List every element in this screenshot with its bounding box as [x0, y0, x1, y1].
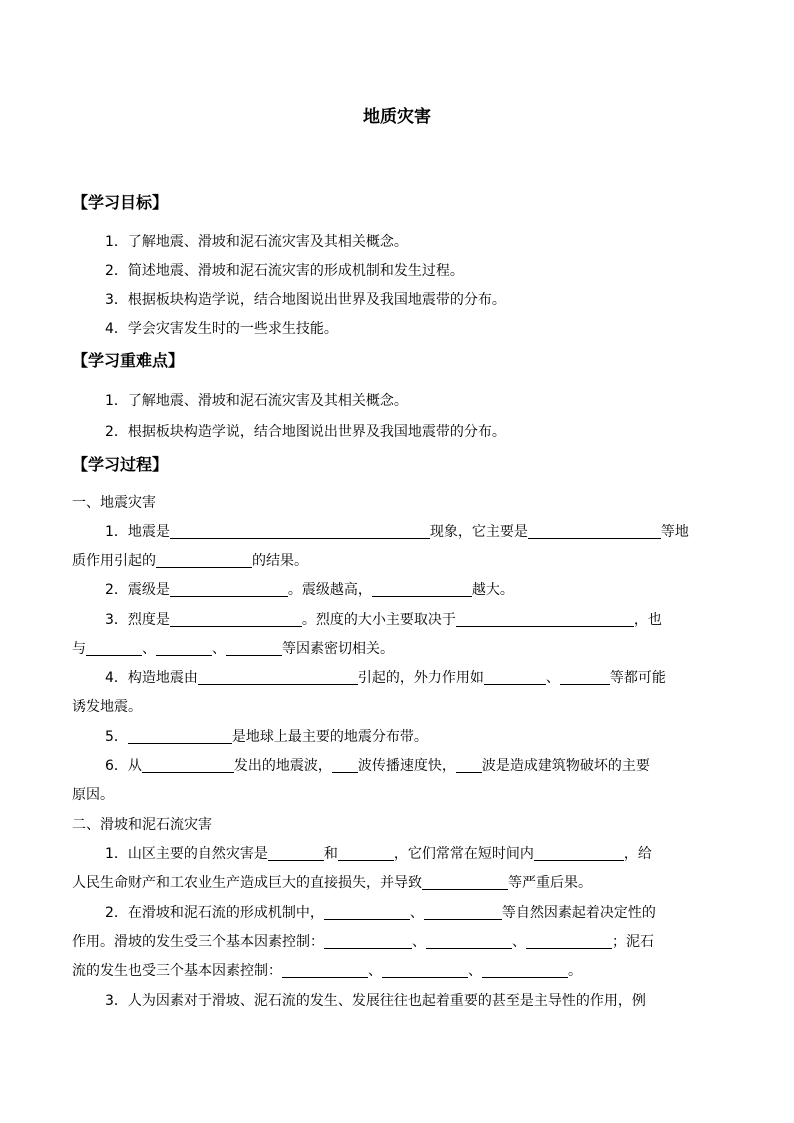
question-line: 原因。 [72, 787, 114, 803]
fill-blank[interactable] [156, 551, 252, 568]
fill-blank[interactable] [332, 756, 358, 773]
question-line: 4．构造地震由 引起的，外力作用如 、 等都可能 [105, 670, 666, 686]
fill-blank[interactable] [324, 903, 410, 920]
section-landslide: 二、滑坡和泥石流灾害 [72, 817, 212, 833]
question-line: 人民生命财产和工农业生产造成巨大的直接损失，并导致 等严重后果。 [72, 875, 592, 891]
fill-blank[interactable] [456, 756, 482, 773]
question-line: 流的发生也受三个基本因素控制： 、 、 。 [72, 963, 582, 979]
key-point-item: 1．了解地震、滑坡和泥石流灾害及其相关概念。 [105, 393, 408, 409]
fill-blank[interactable] [156, 639, 212, 656]
objective-item: 4．学会灾害发生时的一些求生技能。 [105, 321, 338, 337]
heading-key-points: 【学习重难点】 [72, 351, 185, 370]
fill-blank[interactable] [426, 932, 512, 949]
fill-blank[interactable] [282, 961, 368, 978]
fill-blank[interactable] [534, 844, 624, 861]
fill-blank[interactable] [198, 668, 358, 685]
fill-blank[interactable] [142, 756, 234, 773]
fill-blank[interactable] [484, 668, 546, 685]
fill-blank[interactable] [338, 844, 394, 861]
fill-blank[interactable] [526, 932, 612, 949]
fill-blank[interactable] [560, 668, 610, 685]
heading-process: 【学习过程】 [72, 455, 169, 474]
fill-blank[interactable] [226, 639, 282, 656]
objective-item: 2．简述地震、滑坡和泥石流灾害的形成机制和发生过程。 [105, 263, 464, 279]
fill-blank[interactable] [422, 873, 508, 890]
fill-blank[interactable] [372, 580, 472, 597]
question-line: 2．震级是 。震级越高， 越大。 [105, 582, 514, 598]
question-line: 1．地震是 现象，它主要是 等地 [105, 524, 689, 540]
question-line: 1．山区主要的自然灾害是 和 ，它们常常在短时间内 ，给 [105, 846, 652, 862]
fill-blank[interactable] [324, 932, 412, 949]
question-line: 作用。滑坡的发生受三个基本因素控制： 、 、 ；泥石 [72, 934, 654, 950]
page-title: 地质灾害 [363, 107, 431, 127]
fill-blank[interactable] [170, 580, 288, 597]
fill-blank[interactable] [268, 844, 324, 861]
section-earthquake: 一、地震灾害 [72, 495, 156, 511]
objective-item: 1．了解地震、滑坡和泥石流灾害及其相关概念。 [105, 234, 408, 250]
fill-blank[interactable] [86, 639, 142, 656]
fill-blank[interactable] [456, 610, 634, 627]
fill-blank[interactable] [528, 522, 661, 539]
question-line: 3．人为因素对于滑坡、泥石流的发生、发展往往也起着重要的甚至是主导性的作用，例 [105, 993, 646, 1009]
heading-objectives: 【学习目标】 [72, 193, 169, 212]
fill-blank[interactable] [382, 961, 468, 978]
fill-blank[interactable] [170, 610, 302, 627]
question-line: 诱发地震。 [72, 699, 142, 715]
fill-blank[interactable] [482, 961, 568, 978]
objective-item: 3．根据板块构造学说，结合地图说出世界及我国地震带的分布。 [105, 292, 506, 308]
question-line: 5． 是地球上最主要的地震分布带。 [105, 729, 428, 745]
question-line: 与 、 、 等因素密切相关。 [72, 641, 394, 657]
question-line: 2．在滑坡和泥石流的形成机制中， 、 等自然因素起着决定性的 [105, 905, 656, 921]
fill-blank[interactable] [170, 522, 430, 539]
fill-blank[interactable] [128, 727, 232, 744]
question-line: 6．从 发出的地震波， 波传播速度快， 波是造成建筑物破坏的主要 [105, 758, 650, 774]
question-line: 质作用引起的 的结果。 [72, 553, 308, 569]
key-point-item: 2．根据板块构造学说，结合地图说出世界及我国地震带的分布。 [105, 424, 506, 440]
fill-blank[interactable] [424, 903, 502, 920]
question-line: 3．烈度是 。烈度的大小主要取决于 ，也 [105, 612, 662, 628]
